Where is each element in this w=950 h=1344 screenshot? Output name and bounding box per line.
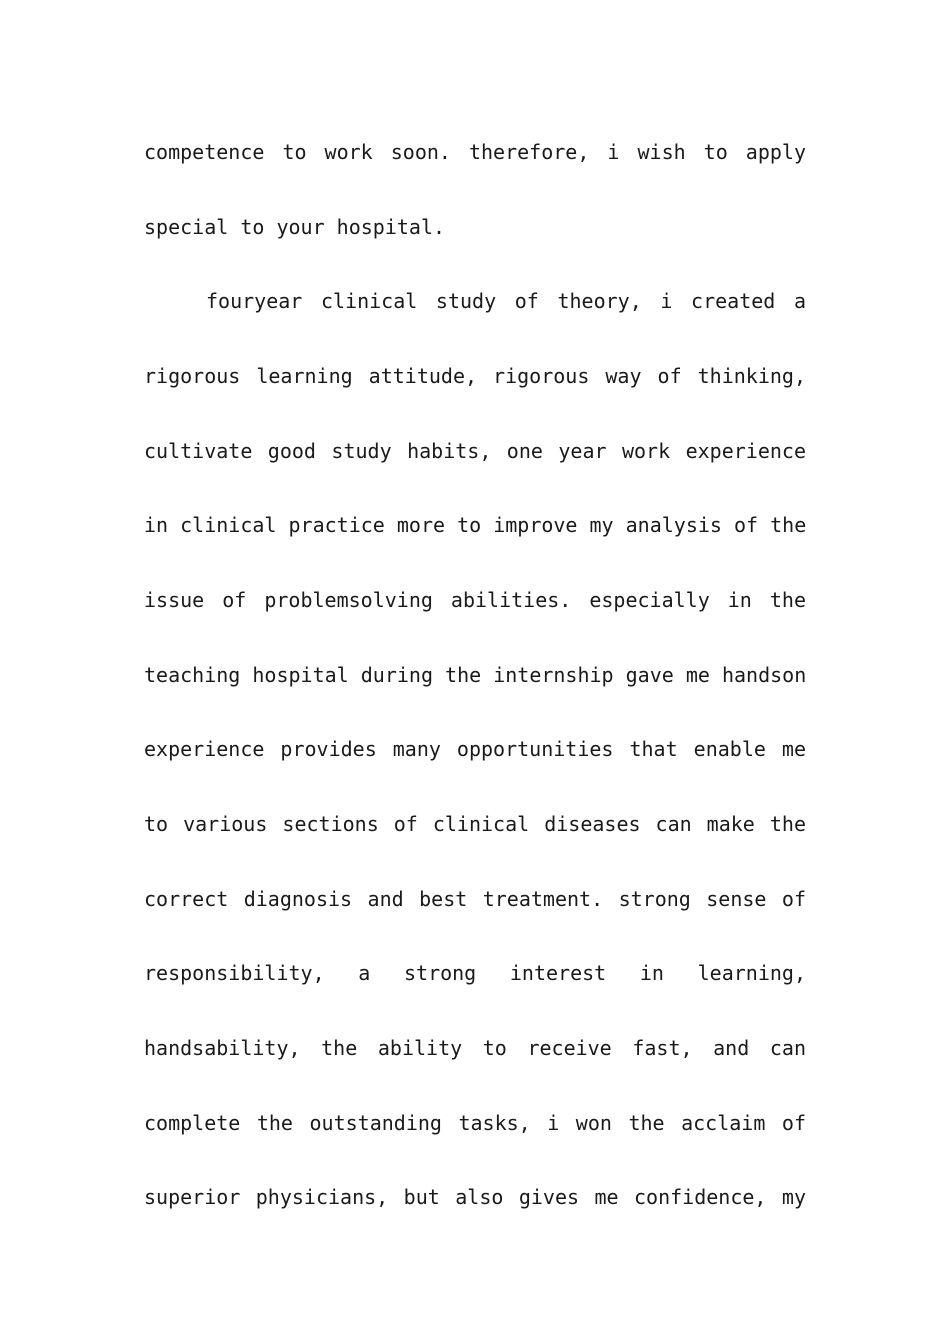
text-line: cultivate good study habits, one year work experience	[144, 439, 806, 463]
text-line: to various sections of clinical diseases can make the	[144, 812, 806, 836]
paragraph-first-line: fouryear clinical study of theory, i created a	[206, 289, 806, 313]
text-line: competence to work soon. therefore, i wish to apply	[144, 140, 806, 164]
text-line: responsibility, a strong interest in learning,	[144, 961, 806, 985]
text-line: issue of problemsolving abilities. especially in the	[144, 588, 806, 612]
text-line: rigorous learning attitude, rigorous way of thinking,	[144, 364, 806, 388]
text-line: experience provides many opportunities that enable me	[144, 737, 806, 761]
text-line: teaching hospital during the internship gave me handson	[144, 663, 807, 687]
text-line: special to your hospital.	[144, 215, 446, 239]
text-line: handsability, the ability to receive fast, and can	[144, 1036, 806, 1060]
text-line: correct diagnosis and best treatment. strong sense of	[144, 887, 806, 911]
text-line: superior physicians, but also gives me confidence, my	[144, 1185, 806, 1209]
text-line: in clinical practice more to improve my analysis of the	[144, 513, 807, 537]
text-line: complete the outstanding tasks, i won the acclaim of	[144, 1111, 806, 1135]
